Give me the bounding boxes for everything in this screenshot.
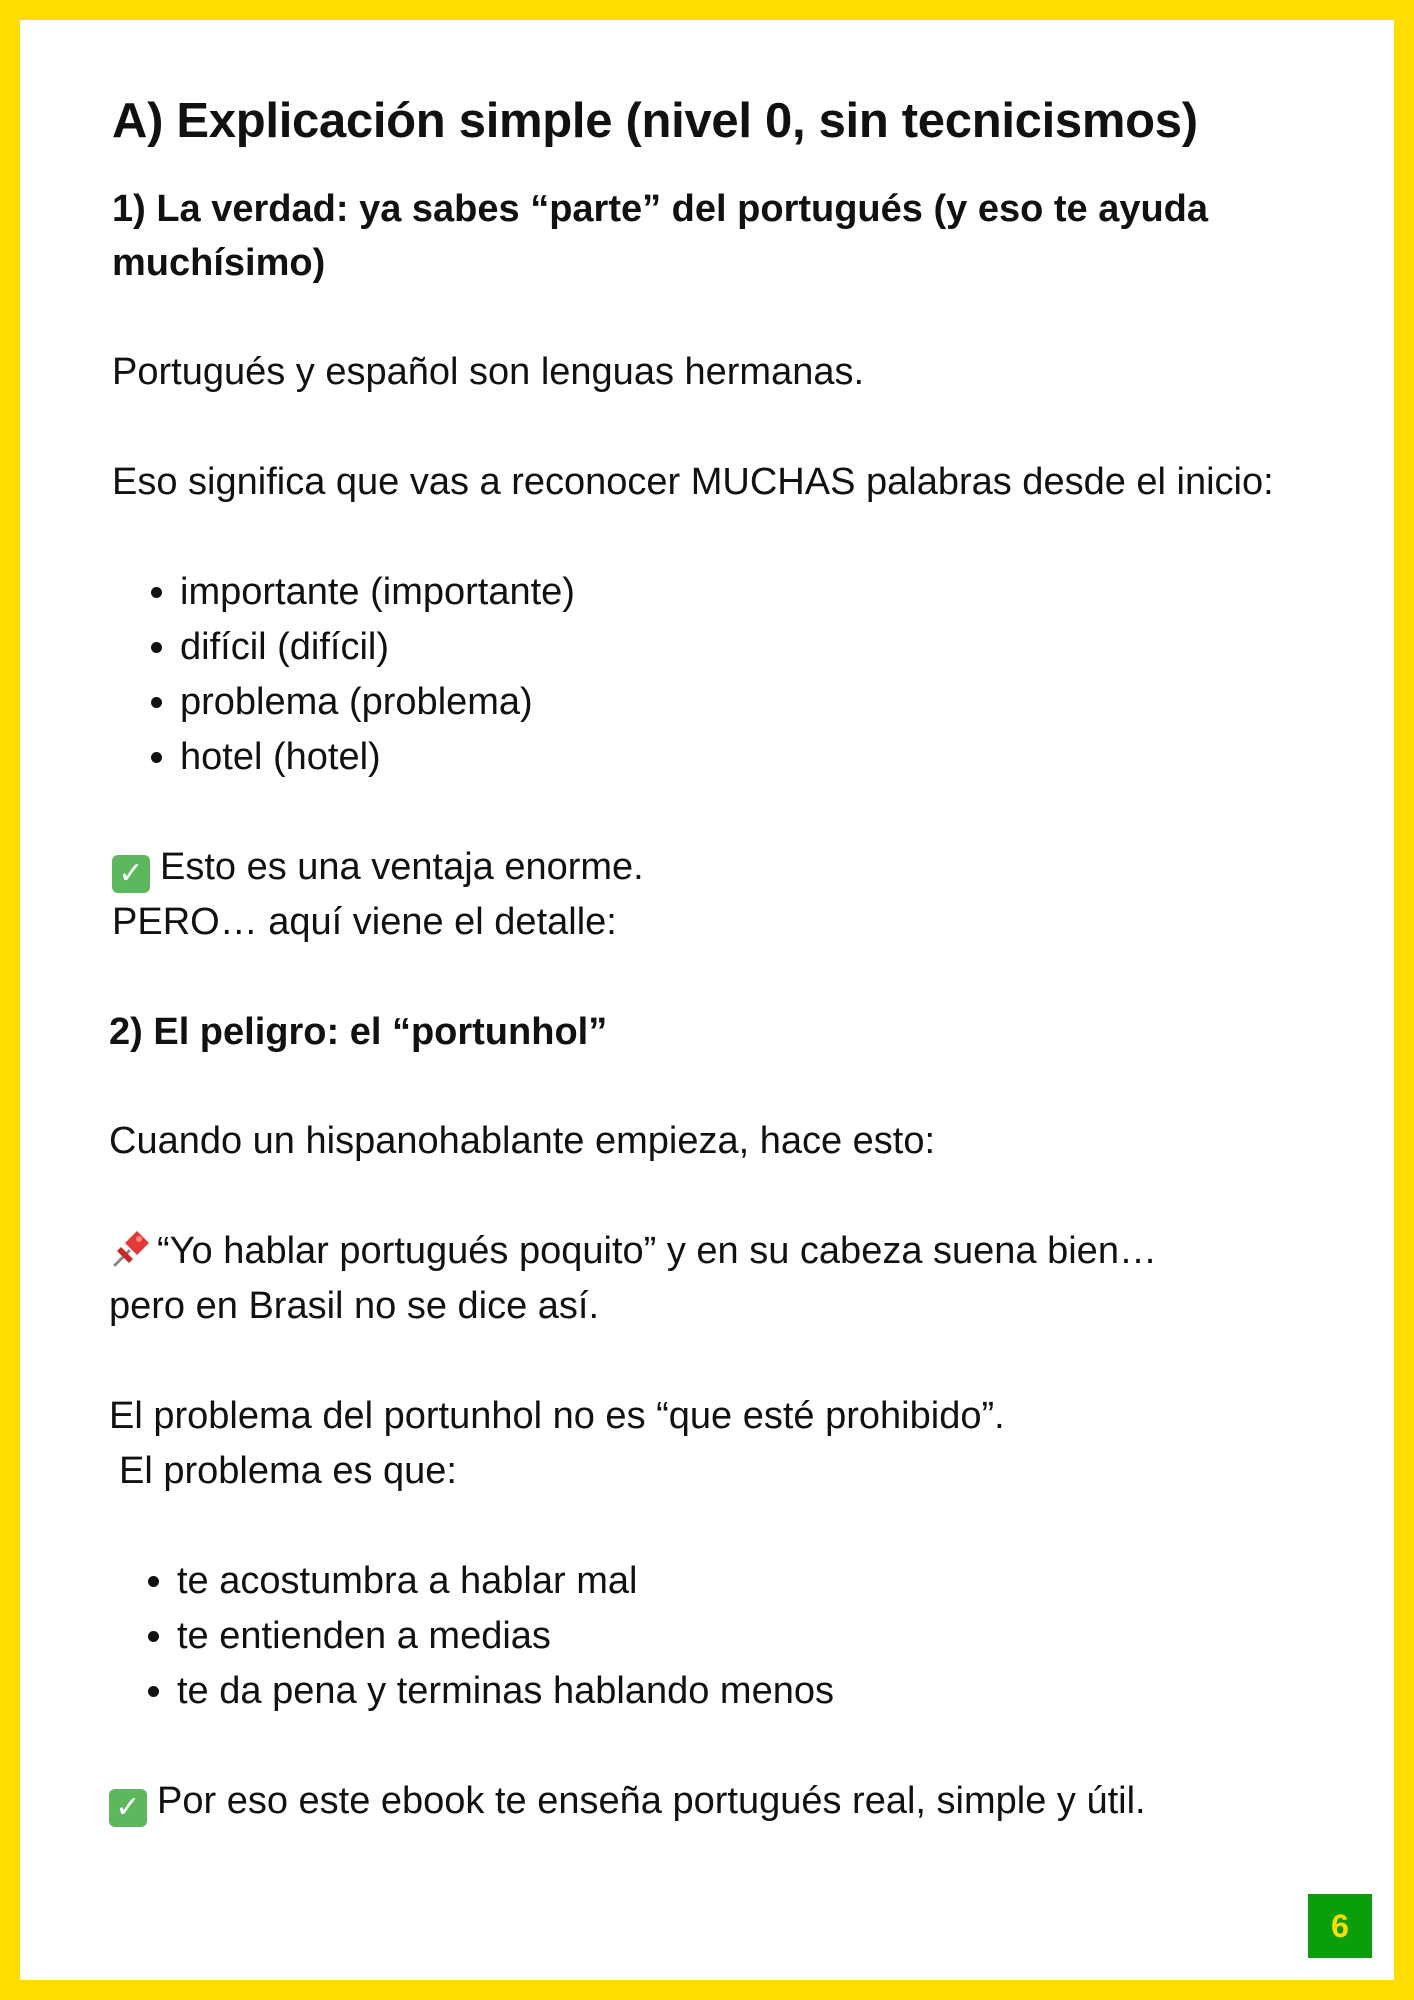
problem-list: [109, 1554, 1332, 1719]
section1-intro: Portugués y español son lenguas hermanas.: [112, 350, 865, 393]
list-item: • te acostumbra a hablar mal: [177, 1554, 1332, 1609]
advantage-line: [112, 840, 1332, 895]
page: [20, 20, 1394, 1980]
list-item: • importante (importante): [180, 565, 1332, 620]
pin-text: “Yo hablar portugués poquito” y en su cabeza suena bien…: [157, 1229, 1157, 1272]
content: [109, 90, 1332, 1829]
section1-explanation: Eso significa que vas a reconocer MUCHAS palabras desde el inicio:: [112, 460, 1274, 503]
section1-heading: 1) La verdad: ya sabes “parte” del portugués (y eso te ayuda muchísimo): [112, 187, 1209, 284]
section2-intro: Cuando un hispanohablante empieza, hace esto:: [109, 1119, 936, 1162]
conclusion-line: [109, 1774, 1332, 1829]
problem-line: El problema del portunhol no es “que esté prohibido”.: [109, 1394, 1005, 1437]
section2: [109, 1005, 1332, 1829]
section2-heading: 2) El peligro: el “portunhol”: [109, 1010, 608, 1053]
pin-line-continued: pero en Brasil no se dice así.: [109, 1284, 600, 1327]
but-line: PERO… aquí viene el detalle:: [112, 900, 617, 943]
page-title: A) Explicación simple (nivel 0, sin tecnicismos): [112, 94, 1198, 148]
check-mark-icon: ✓: [109, 1789, 147, 1827]
list-item: • problema (problema): [180, 675, 1332, 730]
page-number: 6: [1308, 1894, 1372, 1958]
pushpin-icon: [109, 1229, 151, 1269]
list-item: • hotel (hotel): [180, 730, 1332, 785]
word-list: [112, 565, 1332, 785]
advantage-text: Esto es una ventaja enorme.: [160, 845, 644, 888]
conclusion-text: Por eso este ebook te enseña portugués real, simple y útil.: [157, 1779, 1146, 1822]
problem-line-2: El problema es que:: [119, 1449, 457, 1492]
list-item: • te da pena y terminas hablando menos: [177, 1664, 1332, 1719]
list-item: • difícil (difícil): [180, 620, 1332, 675]
pin-line: [109, 1224, 1332, 1279]
list-item: • te entienden a medias: [177, 1609, 1332, 1664]
check-mark-icon: ✓: [112, 855, 150, 893]
